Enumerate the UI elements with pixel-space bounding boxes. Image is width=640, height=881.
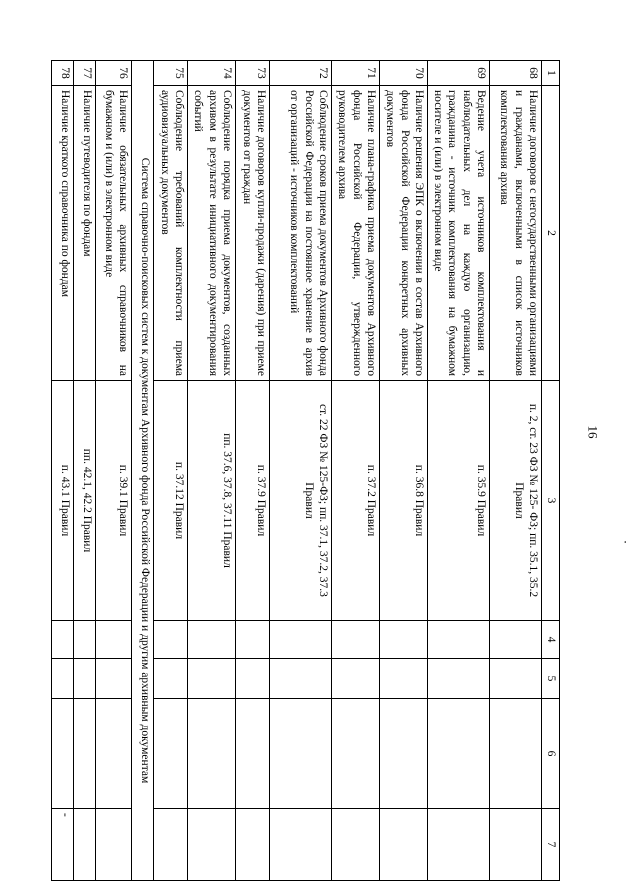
row-cell-5 (270, 659, 332, 699)
row-requirement: Наличие плана-графика приема документов Архивного фонда Российской Федерации, утвержденного руководителем архива (332, 86, 380, 381)
row-reference: п. 36.8 Правил (380, 381, 428, 621)
row-reference: п. 39.1 Правил (96, 381, 132, 621)
row-cell-5 (96, 659, 132, 699)
row-cell-4 (490, 621, 542, 659)
row-cell-7 (74, 809, 96, 881)
row-reference: п. 37.12 Правил (154, 381, 188, 621)
section-row (132, 61, 154, 881)
row-reference: п. 35.9 Правил (428, 381, 490, 621)
row-cell-7 (236, 809, 270, 881)
row-requirement: Ведение учета источников комплектования и наблюдательных дел на каждую организацию, гражданина - источник комплектования на бумажном носителе и (или) в электронном виде (428, 86, 490, 381)
row-number: 76 (96, 61, 132, 86)
row-cell-7 (490, 809, 542, 881)
row-cell-7 (188, 809, 236, 881)
row-cell-4 (236, 621, 270, 659)
row-cell-5 (380, 659, 428, 699)
table-row (380, 61, 428, 881)
row-number: 74 (188, 61, 236, 86)
row-requirement: Соблюдение сроков приема документов Архивного фонда Российской Федерации на постоянное хранение в архив от организаций - источников комплектований (270, 86, 332, 381)
row-cell-6 (490, 699, 542, 809)
section-title: Система справочно-поисковых систем к документам Архивного фонда Российской Федерации и другим архивным документам (132, 61, 154, 881)
row-cell-7 (96, 809, 132, 881)
row-requirement: Наличие обязательных архивных справочников на бумажном и (или) в электронном виде (96, 86, 132, 381)
row-cell-5 (74, 659, 96, 699)
row-requirement: Наличие договоров купли-продажи (дарения) при приеме документов от граждан (236, 86, 270, 381)
row-number: 69 (428, 61, 490, 86)
row-cell-6 (332, 699, 380, 809)
row-requirement: Наличие договоров с негосударственными организациями и гражданами, включенными в список источников комплектования архива (490, 86, 542, 381)
row-number: 71 (332, 61, 380, 86)
header-cell-4: 4 (542, 621, 560, 659)
table-row (490, 61, 542, 881)
row-cell-5 (332, 659, 380, 699)
row-number: 78 (52, 61, 74, 86)
row-reference: ст. 22 ФЗ № 125-ФЗ; пп. 37.1, 37.2, 37.3 Правил (270, 381, 332, 621)
table-row (52, 61, 74, 881)
row-reference: п. 43.1 Правил (52, 381, 74, 621)
row-cell-5 (236, 659, 270, 699)
rotated-table-container (60, 60, 560, 880)
table-row (270, 61, 332, 881)
header-cell-2: 2 (542, 86, 560, 381)
row-cell-6 (96, 699, 132, 809)
header-cell-1: 1 (542, 61, 560, 86)
table-header-row (542, 61, 560, 881)
table-row (188, 61, 236, 881)
row-cell-6 (380, 699, 428, 809)
row-cell-4 (332, 621, 380, 659)
row-cell-7 (154, 809, 188, 881)
row-cell-7 (332, 809, 380, 881)
row-number: 75 (154, 61, 188, 86)
row-cell-6 (188, 699, 236, 809)
row-cell-4 (428, 621, 490, 659)
row-cell-7 (428, 809, 490, 881)
table-row (154, 61, 188, 881)
row-cell-4 (74, 621, 96, 659)
row-number: 70 (380, 61, 428, 86)
row-cell-4 (154, 621, 188, 659)
row-number: 68 (490, 61, 542, 86)
row-cell-5 (154, 659, 188, 699)
row-number: 77 (74, 61, 96, 86)
row-requirement: Наличие краткого справочника по фондам (52, 86, 74, 381)
row-cell-6 (154, 699, 188, 809)
row-cell-4 (96, 621, 132, 659)
table-row (428, 61, 490, 881)
table-row (74, 61, 96, 881)
row-requirement: Соблюдение требований комплектности приема аудиовизуальных документов (154, 86, 188, 381)
row-cell-4 (188, 621, 236, 659)
corner-mark: · (618, 539, 634, 545)
row-cell-6 (74, 699, 96, 809)
row-requirement: Соблюдение порядка приема документов, созданных архивом в результате инициативного документирования событий (188, 86, 236, 381)
row-cell-5 (52, 659, 74, 699)
row-reference: п. 37.9 Правил (236, 381, 270, 621)
table-row (96, 61, 132, 881)
row-cell-5 (490, 659, 542, 699)
row-cell-7 (380, 809, 428, 881)
row-number: 72 (270, 61, 332, 86)
table-row (332, 61, 380, 881)
row-reference: пп. 37.6, 37.8, 37.11 Правил (188, 381, 236, 621)
checklist-table (51, 60, 560, 881)
header-cell-6: 6 (542, 699, 560, 809)
page-number: 16 (585, 425, 601, 439)
row-cell-5 (188, 659, 236, 699)
row-cell-4 (270, 621, 332, 659)
row-number: 73 (236, 61, 270, 86)
header-cell-3: 3 (542, 381, 560, 621)
row-cell-7 (270, 809, 332, 881)
row-cell-6 (52, 699, 74, 809)
row-reference: п. 37.2 Правил (332, 381, 380, 621)
row-reference: п. 2, ст. 23 ФЗ № 125- ФЗ; пп. 35.1, 35.2 Правил (490, 381, 542, 621)
row-reference: пп. 42.1, 42.2 Правил (74, 381, 96, 621)
row-cell-4 (380, 621, 428, 659)
header-cell-5: 5 (542, 659, 560, 699)
row-requirement: Наличие путеводителя по фондам (74, 86, 96, 381)
row-cell-6 (428, 699, 490, 809)
row-cell-5 (428, 659, 490, 699)
row-mark: - (52, 809, 74, 881)
header-cell-7: 7 (542, 809, 560, 881)
row-requirement: Наличие решения ЭПК о включении в состав Архивного фонда Российской Федерации конкретных архивных документов (380, 86, 428, 381)
row-cell-6 (236, 699, 270, 809)
row-cell-6 (270, 699, 332, 809)
table-row (236, 61, 270, 881)
row-cell-4 (52, 621, 74, 659)
